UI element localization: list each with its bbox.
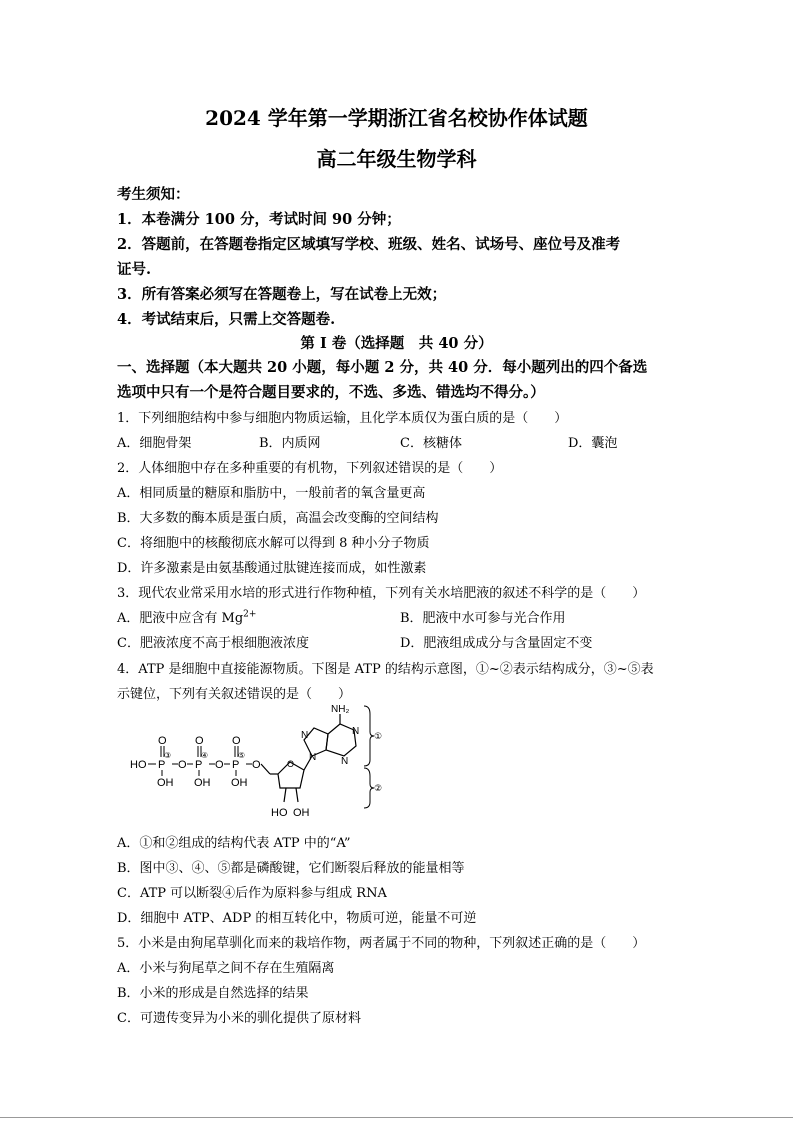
q1-stem: 1．下列细胞结构中参与细胞内物质运输，且化学本质仅为蛋白质的是（ ）: [117, 411, 568, 426]
q3-option-c: C．肥液浓度不高于根细胞液浓度: [117, 636, 309, 651]
q4-stem-1: 4．ATP 是细胞中直接能源物质。下图是 ATP 的结构示意图，①~②表示结构成分，③~⑤表: [117, 662, 654, 677]
section-instructions-2: 选项中只有一个是符合题目要求的，不选、多选、错选均不得分。）: [117, 384, 545, 401]
diagram-mark-4: ④: [201, 751, 209, 760]
q2-option-b: B．大多数的酶本质是蛋白质，高温会改变酶的空间结构: [117, 511, 439, 526]
diagram-oh-1: OH: [157, 777, 174, 789]
section-title: 第 I 卷（选择题 共 40 分）: [300, 335, 493, 352]
q2-stem: 2．人体细胞中存在多种重要的有机物，下列叙述错误的是（ ）: [117, 461, 503, 476]
diagram-o-link-2: O: [215, 759, 224, 771]
q2-option-c: C．将细胞中的核酸彻底水解可以得到 8 种小分子物质: [117, 536, 430, 551]
diagram-mark-3: ③: [164, 751, 172, 760]
diagram-oh-3: OH: [231, 777, 248, 789]
diagram-nh2: NH₂: [331, 704, 350, 715]
notice-item-2-cont: 证号.: [117, 261, 152, 278]
adenine-rings: [304, 714, 356, 756]
atp-structure-diagram: [128, 702, 388, 822]
q1-option-c: C．核糖体: [400, 436, 462, 451]
q4-option-b: B．图中③、④、⑤都是磷酸键，它们断裂后释放的能量相等: [117, 861, 465, 876]
exam-subtitle: 高二年级生物学科: [316, 147, 477, 171]
page-bottom-rule: [0, 1117, 793, 1118]
q3-option-b: B．肥液中水可参与光合作用: [400, 611, 566, 626]
q1-option-d: D．囊泡: [568, 436, 618, 451]
q3-option-a-text: A．肥液中应含有 Mg: [117, 611, 244, 626]
q5-option-a: A．小米与狗尾草之间不存在生殖隔离: [117, 961, 335, 976]
q3-option-a: [117, 607, 256, 626]
diagram-p2: P: [195, 759, 203, 771]
q5-option-b: B．小米的形成是自然选择的结果: [117, 986, 309, 1001]
diagram-n1: N: [352, 726, 360, 737]
diagram-mark-1: ①: [374, 731, 383, 741]
diagram-p3: P: [232, 759, 240, 771]
diagram-o-link-1: O: [178, 759, 187, 771]
q3-option-d: D．肥液组成成分与含量固定不变: [400, 636, 593, 651]
diagram-n7: N: [301, 730, 309, 741]
exam-title: 2024 学年第一学期浙江省名校协作体试题: [205, 106, 588, 130]
q1-option-b: B．内质网: [259, 436, 321, 451]
q5-option-c: C．可遗传变异为小米的驯化提供了原材料: [117, 1011, 361, 1026]
diagram-mark-2: ②: [374, 783, 383, 793]
diagram-ho-left: HO: [130, 759, 147, 771]
diagram-ho-ribose: HO: [271, 807, 288, 819]
q3-option-a-superscript: 2+: [243, 609, 257, 620]
q4-option-d: D．细胞中 ATP、ADP 的相互转化中，物质可逆，能量不可逆: [117, 911, 477, 926]
q5-stem: 5．小米是由狗尾草驯化而来的栽培作物，两者属于不同的物种，下列叙述正确的是（ ）: [117, 936, 646, 951]
notice-item-4: 4．考试结束后，只需上交答题卷.: [117, 311, 336, 328]
diagram-o-ring: O: [287, 759, 295, 769]
q2-option-a: A．相同质量的糖原和脂肪中，一般前者的氧含量更高: [117, 486, 426, 501]
diagram-o3-top: O: [232, 735, 241, 747]
q4-option-a: A．①和②组成的结构代表 ATP 中的“A”: [117, 836, 351, 851]
diagram-mark-5: ⑤: [238, 751, 246, 760]
diagram-n3: N: [341, 756, 349, 767]
diagram-o-link-3: O: [252, 759, 261, 771]
notice-item-2: 2．答题前，在答题卷指定区域填写学校、班级、姓名、试场号、座位号及准考: [117, 236, 621, 253]
diagram-o1-top: O: [158, 735, 167, 747]
q4-stem-2: 示键位，下列有关叙述错误的是（ ）: [117, 687, 352, 702]
diagram-p1: P: [158, 759, 166, 771]
q3-stem: 3．现代农业常采用水培的形式进行作物种植，下列有关水培肥液的叙述不科学的是（ ）: [117, 586, 646, 601]
notice-heading: 考生须知：: [117, 186, 190, 203]
diagram-oh-2: OH: [194, 777, 211, 789]
q4-option-c: C．ATP 可以断裂④后作为原料参与组成 RNA: [117, 886, 387, 901]
notice-item-1: 1．本卷满分 100 分，考试时间 90 分钟；: [117, 211, 401, 228]
q2-option-d: D．许多激素是由氨基酸通过肽键连接而成，如性激素: [117, 561, 427, 576]
diagram-oh-ribose: OH: [293, 807, 310, 819]
section-instructions-1: 一、选择题（本大题共 20 小题，每小题 2 分，共 40 分．每小题列出的四个备选: [117, 359, 648, 376]
diagram-o2-top: O: [195, 735, 204, 747]
notice-item-3: 3．所有答案必须写在答题卷上，写在试卷上无效；: [117, 286, 447, 303]
structure-braces: [364, 706, 374, 808]
diagram-n9: N: [309, 752, 317, 763]
q1-option-a: A．细胞骨架: [117, 436, 192, 451]
